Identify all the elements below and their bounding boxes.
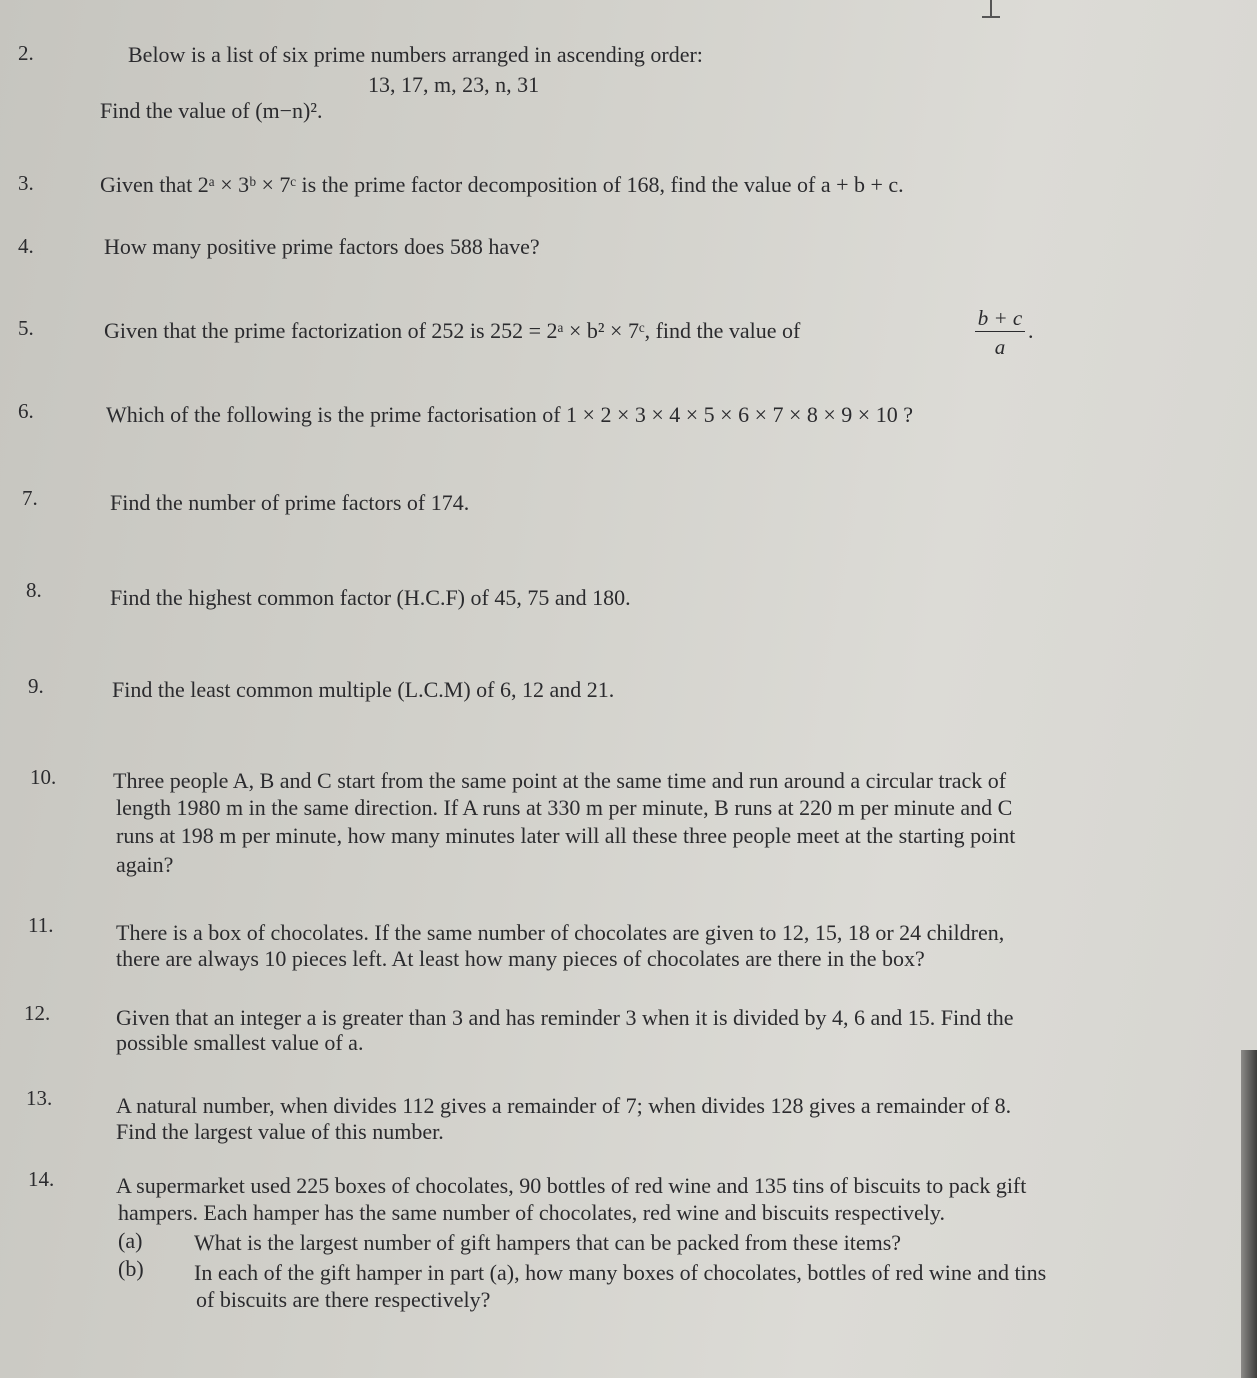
question-number: 10. <box>30 765 57 789</box>
question-number: 8. <box>26 578 42 602</box>
question-text: Find the highest common factor (H.C.F) of 45, 75 and 180. <box>110 585 631 610</box>
part-label: (b) <box>118 1256 144 1281</box>
question-text: Find the number of prime factors of 174. <box>110 490 470 515</box>
question-text: possible smallest value of a. <box>116 1030 364 1055</box>
page-mark <box>982 16 1000 18</box>
question-number: 5. <box>18 316 34 340</box>
question-text: A supermarket used 225 boxes of chocolates, 90 bottles of red wine and 135 tins of biscuits to pack gift <box>116 1173 1027 1198</box>
question-text: Which of the following is the prime factorisation of 1 × 2 × 3 × 4 × 5 × 6 × 7 × 8 × 9 × 10 ? <box>106 402 913 427</box>
question-number: 2. <box>18 41 34 65</box>
question-number: 4. <box>18 234 34 258</box>
question-number: 9. <box>28 674 44 698</box>
question-text: hampers. Each hamper has the same number of chocolates, red wine and biscuits respectively. <box>118 1200 945 1225</box>
question-number: 6. <box>18 399 34 423</box>
part-text: In each of the gift hamper in part (a), how many boxes of chocolates, bottles of red wine and tins <box>194 1260 1047 1285</box>
part-text: of biscuits are there respectively? <box>196 1287 491 1312</box>
question-text: Below is a list of six prime numbers arranged in ascending order: <box>128 42 703 67</box>
question-text: Given that an integer a is greater than 3 and has reminder 3 when it is divided by 4, 6 and 15. Find the <box>116 1005 1014 1030</box>
question-text: 13, 17, m, 23, n, 31 <box>368 72 540 97</box>
part-label: (a) <box>118 1228 143 1253</box>
question-text: . <box>1028 318 1034 343</box>
question-text: length 1980 m in the same direction. If A runs at 330 m per minute, B runs at 220 m per minute and C <box>116 795 1013 820</box>
question-text: Find the largest value of this number. <box>116 1119 444 1144</box>
question-text: Given that 2ᵃ × 3ᵇ × 7ᶜ is the prime factor decomposition of 168, find the value of a + b + c. <box>100 172 904 197</box>
question-number: 12. <box>24 1001 51 1025</box>
question-number: 14. <box>28 1167 55 1191</box>
question-text: there are always 10 pieces left. At least how many pieces of chocolates are there in the box? <box>116 946 925 971</box>
question-text: Three people A, B and C start from the same point at the same time and run around a circular track of <box>113 768 1007 793</box>
question-text: There is a box of chocolates. If the same number of chocolates are given to 12, 15, 18 or 24 children, <box>116 920 1005 945</box>
question-text: Find the least common multiple (L.C.M) of 6, 12 and 21. <box>112 677 615 702</box>
part-text: What is the largest number of gift hampers that can be packed from these items? <box>194 1230 902 1255</box>
question-text: Find the value of (m−n)². <box>100 98 323 123</box>
fraction <box>975 305 1025 362</box>
photo-edge <box>1241 1050 1257 1378</box>
question-number: 11. <box>28 913 54 937</box>
question-number: 7. <box>22 486 38 510</box>
question-number: 3. <box>18 171 34 195</box>
question-text: How many positive prime factors does 588 have? <box>104 234 540 259</box>
question-number: 13. <box>26 1086 53 1110</box>
question-text: A natural number, when divides 112 gives a remainder of 7; when divides 128 gives a remainder of 8. <box>116 1093 1012 1118</box>
question-text: Given that the prime factorization of 252 is 252 = 2ᵃ × b² × 7ᶜ, find the value of <box>104 318 801 343</box>
fraction-denominator: a <box>994 335 1006 359</box>
question-text: again? <box>116 852 174 877</box>
fraction-numerator: b + c <box>975 305 1025 332</box>
question-text: runs at 198 m per minute, how many minutes later will all these three people meet at the starting point <box>116 823 1016 848</box>
